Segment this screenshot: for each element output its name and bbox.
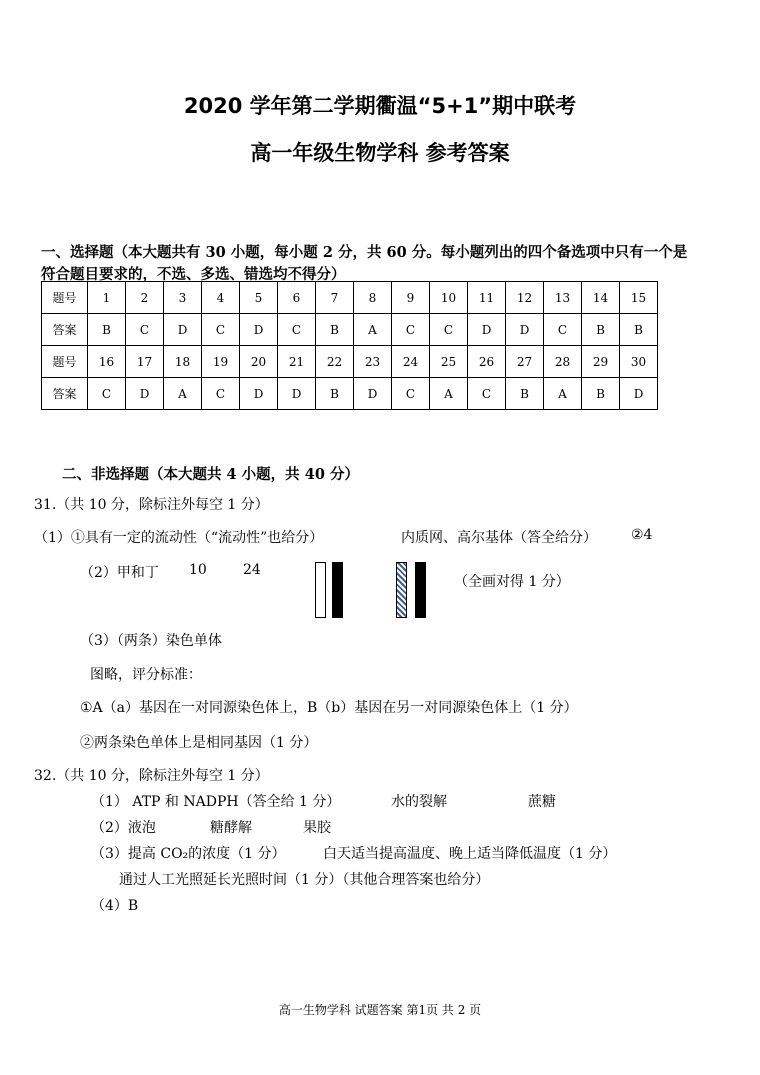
question-number-cell: 20 bbox=[240, 346, 278, 378]
chromosome-hatched bbox=[396, 562, 407, 618]
chromosome-black bbox=[332, 562, 343, 618]
q31-part3-answer: （3）（两条）染色单体 bbox=[80, 633, 222, 649]
question-number-cell: 1 bbox=[88, 282, 126, 314]
answer-cell: C bbox=[392, 314, 430, 346]
q32-part1-answer-a: （1） ATP 和 NADPH（答全给 1 分） bbox=[91, 794, 341, 810]
question-number-cell: 26 bbox=[468, 346, 506, 378]
question-number-cell: 14 bbox=[582, 282, 620, 314]
q32-part1-answer-c: 蔗糖 bbox=[528, 794, 556, 810]
answer-cell: B bbox=[582, 314, 620, 346]
q31-part2-note: （全画对得 1 分） bbox=[454, 574, 570, 590]
answer-cell: C bbox=[430, 314, 468, 346]
table-row-questions-2 bbox=[42, 346, 658, 378]
table-header-cell: 题号 bbox=[42, 282, 88, 314]
question-number-cell: 16 bbox=[88, 346, 126, 378]
answer-cell: A bbox=[164, 378, 202, 410]
answer-cell: D bbox=[354, 378, 392, 410]
answer-cell: B bbox=[506, 378, 544, 410]
q31-part3-criterion-2: ②两条染色单体上是相同基因（1 分） bbox=[80, 735, 318, 751]
section1-heading-line2: 符合题目要求的，不选、多选、错选均不得分） bbox=[41, 266, 346, 283]
question-number-cell: 19 bbox=[202, 346, 240, 378]
question-number-cell: 3 bbox=[164, 282, 202, 314]
question-number-cell: 29 bbox=[582, 346, 620, 378]
answer-cell: D bbox=[164, 314, 202, 346]
question-number-cell: 7 bbox=[316, 282, 354, 314]
question-number-cell: 11 bbox=[468, 282, 506, 314]
question-number-cell: 13 bbox=[544, 282, 582, 314]
q32-part2-answer-a: （2）液泡 bbox=[91, 820, 156, 836]
question-number-cell: 4 bbox=[202, 282, 240, 314]
question-number-cell: 10 bbox=[430, 282, 468, 314]
chromosome-white bbox=[315, 562, 326, 618]
section2-heading: 二、非选择题（本大题共 4 小题，共 40 分） bbox=[62, 466, 359, 483]
q31-part3-sub: 图略，评分标准： bbox=[90, 667, 202, 683]
table-header-cell: 答案 bbox=[42, 378, 88, 410]
q32-part3-answer-c: 通过人工光照延长光照时间（1 分）（其他合理答案也给分） bbox=[119, 872, 490, 888]
answer-cell: D bbox=[240, 314, 278, 346]
page-subtitle: 高一年级生物学科 参考答案 bbox=[250, 141, 510, 165]
answer-cell: C bbox=[468, 378, 506, 410]
answer-cell: A bbox=[544, 378, 582, 410]
table-row-answers-2 bbox=[42, 378, 658, 410]
question-number-cell: 15 bbox=[620, 282, 658, 314]
q32-part2-answer-c: 果胶 bbox=[303, 820, 331, 836]
answer-cell: C bbox=[88, 378, 126, 410]
question-number-cell: 25 bbox=[430, 346, 468, 378]
question-number-cell: 12 bbox=[506, 282, 544, 314]
q32-part4-answer: （4）B bbox=[91, 898, 139, 914]
q32-part2-answer-b: 糖酵解 bbox=[210, 820, 252, 836]
page-title: 2020 学年第二学期衢温“5+1”期中联考 bbox=[183, 94, 577, 118]
answer-cell: B bbox=[582, 378, 620, 410]
q32-title: 32.（共 10 分，除标注外每空 1 分） bbox=[34, 768, 269, 784]
question-number-cell: 6 bbox=[278, 282, 316, 314]
question-number-cell: 21 bbox=[278, 346, 316, 378]
answer-cell: D bbox=[620, 378, 658, 410]
answer-cell: A bbox=[354, 314, 392, 346]
answer-cell: A bbox=[430, 378, 468, 410]
chromosome-black bbox=[415, 562, 426, 618]
q32-part1-answer-b: 水的裂解 bbox=[391, 794, 447, 810]
question-number-cell: 2 bbox=[126, 282, 164, 314]
q31-part1-answer-a: （1）①具有一定的流动性（“流动性”也给分） bbox=[34, 530, 324, 546]
q32-part3-answer-b: 白天适当提高温度、晚上适当降低温度（1 分） bbox=[323, 846, 617, 862]
answer-table bbox=[41, 281, 658, 410]
answer-cell: B bbox=[620, 314, 658, 346]
question-number-cell: 9 bbox=[392, 282, 430, 314]
answer-cell: B bbox=[316, 314, 354, 346]
answer-cell: D bbox=[240, 378, 278, 410]
answer-cell: C bbox=[278, 314, 316, 346]
table-row-questions-1 bbox=[42, 282, 658, 314]
question-number-cell: 5 bbox=[240, 282, 278, 314]
table-header-cell: 答案 bbox=[42, 314, 88, 346]
answer-cell: C bbox=[126, 314, 164, 346]
q31-title: 31.（共 10 分，除标注外每空 1 分） bbox=[34, 497, 269, 513]
question-number-cell: 8 bbox=[354, 282, 392, 314]
answer-cell: B bbox=[88, 314, 126, 346]
page-footer: 高一生物学科 试题答案 第1页 共 2 页 bbox=[278, 1003, 482, 1017]
question-number-cell: 24 bbox=[392, 346, 430, 378]
q31-part2-answer-a: （2）甲和丁 bbox=[80, 565, 159, 581]
q32-part3-answer-a: （3）提高 CO₂的浓度（1 分） bbox=[91, 846, 286, 862]
question-number-cell: 23 bbox=[354, 346, 392, 378]
question-number-cell: 28 bbox=[544, 346, 582, 378]
question-number-cell: 30 bbox=[620, 346, 658, 378]
answer-cell: B bbox=[316, 378, 354, 410]
answer-cell: C bbox=[202, 314, 240, 346]
answer-cell: C bbox=[544, 314, 582, 346]
q31-part3-criterion-1: ①A（a）基因在一对同源染色体上，B（b）基因在另一对同源染色体上（1 分） bbox=[80, 700, 578, 716]
q31-part1-answer-c: ②4 bbox=[631, 527, 653, 543]
question-number-cell: 22 bbox=[316, 346, 354, 378]
question-number-cell: 27 bbox=[506, 346, 544, 378]
section1-heading-line1: 一、选择题（本大题共有 30 小题，每小题 2 分，共 60 分。每小题列出的四个备选项中只有一个是 bbox=[41, 244, 688, 261]
q31-part2-answer-b: 10 bbox=[189, 562, 207, 578]
table-header-cell: 题号 bbox=[42, 346, 88, 378]
q31-part1-answer-b: 内质网、高尔基体（答全给分） bbox=[401, 530, 597, 546]
answer-cell: D bbox=[506, 314, 544, 346]
question-number-cell: 18 bbox=[164, 346, 202, 378]
answer-cell: C bbox=[392, 378, 430, 410]
answer-cell: D bbox=[126, 378, 164, 410]
answer-cell: D bbox=[278, 378, 316, 410]
q31-part2-answer-c: 24 bbox=[243, 562, 261, 578]
table-row-answers-1 bbox=[42, 314, 658, 346]
answer-cell: D bbox=[468, 314, 506, 346]
answer-cell: C bbox=[202, 378, 240, 410]
question-number-cell: 17 bbox=[126, 346, 164, 378]
